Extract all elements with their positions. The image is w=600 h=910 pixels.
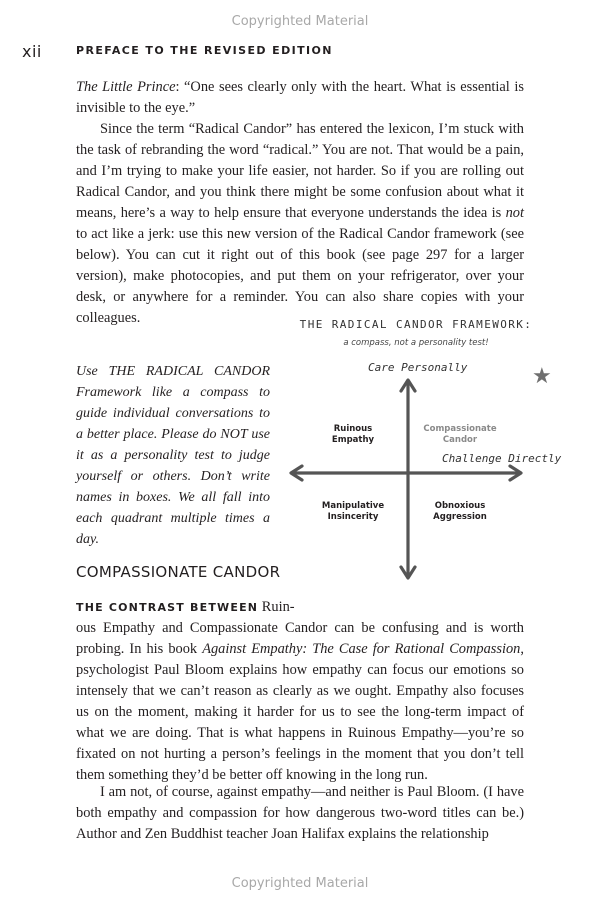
x-axis-label: Challenge Directly — [442, 452, 562, 465]
quadrant-compassionate-candor — [415, 424, 505, 446]
running-head — [22, 42, 560, 62]
quadrant-label-line1: Ruinous — [333, 424, 373, 434]
quote-text: : “One sees clearly only with the heart. What is essential is invisible to the eye.” — [76, 79, 524, 116]
quadrant-label-line2: Empathy — [331, 435, 375, 445]
radical-candor-framework-diagram — [280, 355, 570, 585]
rebranding-text-a: Since the term “Radical Candor” has entered the lexicon, I’m stuck with the task of rebranding the word “radical.” You are not. That would be a pain, and I’m trying to make your life easier, not harder. So if you are rolling out Radical Candor, and you think there might be some confusion about what it means, here’s a way to help ensure that everyone understands the idea is — [76, 121, 524, 221]
run-in-tail: Ruin- — [258, 599, 295, 615]
quadrant-label-line1: Compassionate — [423, 424, 497, 434]
paragraph-not-against-empathy — [76, 782, 524, 845]
rebranding-text-b: to act like a jerk: use this new version of the Radical Candor framework (see below). You can cut it right out of this book (see page 297 for a larger version), make photocopies, and put them on your refrigerator, over your desk, or anywhere for a reminder. You can also share copies with your colleagues. — [76, 226, 524, 326]
running-head-title: PREFACE TO THE REVISED EDITION — [76, 44, 333, 57]
caption-text-b: Framework like a compass to guide individual conversations to a better place. Please do NOT use it as a personality test to judge yourself or others. Don’t write names in boxes. We all fall into each quadrant multiple times a day. — [76, 385, 270, 547]
caption-text-a: Use — [76, 364, 109, 379]
quadrant-manipulative-insincerity — [308, 501, 398, 523]
book-title-little-prince: The Little Prince — [76, 79, 176, 95]
framework-title: THE RADICAL CANDOR FRAMEWORK: — [299, 318, 533, 331]
not-against-empathy-text: I am not, of course, against empathy—and neither is Paul Bloom. (I have both empathy and compassion for how dangerous two-word titles can be.) Author and Zen Buddhist teacher Joan Halifax explains the relationship — [76, 784, 524, 842]
run-in-caps: THE CONTRAST BETWEEN — [76, 601, 259, 614]
quadrant-label-line2: Candor — [442, 435, 478, 445]
page-number: xii — [22, 42, 42, 61]
copyright-watermark-top: Copyrighted Material — [231, 14, 369, 29]
y-axis-label: Care Personally — [368, 361, 468, 374]
quadrant-label-line2: Insincerity — [327, 512, 379, 522]
paragraph-contrast-opening — [76, 597, 524, 618]
quadrant-label-line2: Aggression — [433, 512, 487, 522]
star-icon: ★ — [532, 364, 552, 389]
quadrant-obnoxious-aggression — [415, 501, 505, 523]
book-title-against-empathy: Against Empathy: The Case for Rational Compassion — [202, 641, 521, 657]
framework-axes — [280, 355, 570, 585]
framework-caption — [76, 361, 270, 550]
contrast-text-b: , psychologist Paul Bloom explains how empathy can focus our emotions so intensely that we can’t reason as clearly as we ought. Empathy also focuses us on the moment, making it harder for us to see the long-term impact of what we are doing. That is what happens in Ruinous Empathy—you’re so fixated on not hurting a person’s feelings in the moment that you don’t tell them something they’d be better off knowing in the long run. — [76, 641, 524, 783]
contrast-text-a: ous Empathy and Compassionate Candor can be confusing and is worth probing. In his book — [76, 620, 524, 657]
paragraph-little-prince-quote — [76, 77, 524, 119]
emphasis-not: not — [505, 205, 524, 221]
quadrant-ruinous-empathy — [308, 424, 398, 446]
framework-subtitle: a compass, not a personality test! — [343, 338, 489, 348]
caption-framework-name: THE RADICAL CANDOR — [108, 364, 271, 379]
paragraph-contrast-body — [76, 618, 524, 786]
copyright-watermark-bottom: Copyrighted Material — [231, 876, 369, 891]
quadrant-label-line1: Obnoxious — [434, 501, 486, 511]
section-heading: COMPASSIONATE CANDOR — [76, 563, 281, 581]
quadrant-label-line1: Manipulative — [321, 501, 385, 511]
paragraph-rebranding — [76, 119, 524, 329]
